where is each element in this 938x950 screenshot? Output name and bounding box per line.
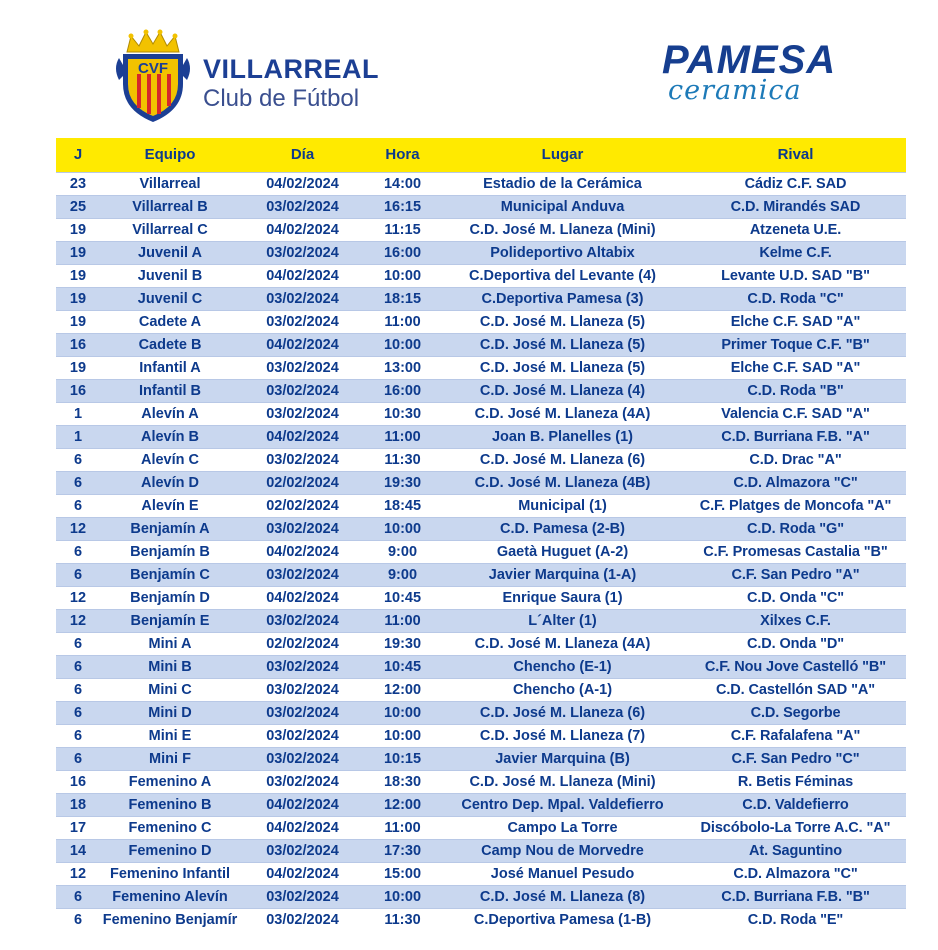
header-j: J: [73, 146, 83, 164]
cell-rival: Cádiz C.F. SAD: [744, 175, 847, 192]
cell-j: 6: [73, 750, 83, 767]
header-equipo: Equipo: [144, 146, 196, 164]
cell-dia: 04/02/2024: [266, 796, 339, 813]
cell-lugar: Javier Marquina (B): [495, 750, 630, 767]
cell-dia: 02/02/2024: [266, 497, 339, 514]
page-header: [0, 0, 938, 138]
cell-hora: 11:00: [384, 428, 421, 445]
table-row: [56, 563, 906, 586]
cell-lugar: C.D. José M. Llaneza (4A): [474, 405, 651, 422]
table-row: [56, 908, 906, 931]
cell-hora: 12:00: [383, 681, 422, 698]
cell-j: 19: [69, 313, 87, 330]
cell-j: 16: [69, 336, 87, 353]
cell-dia: 03/02/2024: [266, 244, 339, 261]
cell-hora: 19:30: [383, 474, 422, 491]
cell-lugar: C.D. José M. Llaneza (Mini): [469, 773, 656, 790]
cell-dia: 03/02/2024: [266, 313, 339, 330]
cell-lugar: Gaetà Huguet (A-2): [496, 543, 629, 560]
cell-dia: 03/02/2024: [266, 704, 339, 721]
cell-rival: At. Saguntino: [749, 842, 842, 859]
cell-j: 6: [73, 658, 83, 675]
cell-lugar: C.D. José M. Llaneza (5): [479, 336, 646, 353]
cell-equipo: Mini D: [148, 704, 192, 721]
cell-j: 19: [69, 359, 87, 376]
cell-dia: 03/02/2024: [266, 451, 339, 468]
cell-rival: C.F. San Pedro "A": [731, 566, 860, 583]
cell-hora: 11:00: [384, 819, 421, 836]
cell-lugar: Polideportivo Altabix: [490, 244, 635, 261]
cell-dia: 02/02/2024: [266, 474, 339, 491]
cell-equipo: Cadete B: [138, 336, 202, 353]
cell-j: 6: [73, 681, 83, 698]
cell-hora: 10:00: [383, 336, 422, 353]
cell-equipo: Alevín C: [140, 451, 199, 468]
cell-dia: 03/02/2024: [266, 198, 339, 215]
table-row: [56, 655, 906, 678]
cell-hora: 11:30: [384, 451, 421, 468]
cell-equipo: Infantil A: [139, 359, 201, 376]
cell-equipo: Benjamín D: [130, 589, 210, 606]
cell-lugar: Estadio de la Cerámica: [483, 175, 642, 192]
cell-hora: 10:00: [383, 704, 422, 721]
cell-equipo: Mini A: [148, 635, 192, 652]
cell-dia: 03/02/2024: [266, 681, 339, 698]
cell-rival: C.D. Roda "B": [747, 382, 844, 399]
table-row: [56, 793, 906, 816]
cell-rival: C.F. Platges de Moncofa "A": [699, 497, 892, 514]
cell-hora: 16:00: [383, 244, 422, 261]
cell-rival: Kelme C.F.: [759, 244, 832, 261]
cell-hora: 11:30: [384, 911, 421, 928]
cell-rival: R. Betis Féminas: [737, 773, 854, 790]
cell-lugar: Chencho (E-1): [513, 658, 612, 675]
cell-j: 6: [73, 727, 83, 744]
cell-rival: C.D. Roda "C": [747, 290, 844, 307]
cell-j: 12: [69, 612, 87, 629]
cell-j: 6: [73, 543, 83, 560]
cell-dia: 03/02/2024: [266, 750, 339, 767]
cell-hora: 10:45: [383, 589, 422, 606]
cell-equipo: Alevín D: [140, 474, 199, 491]
table-row: [56, 586, 906, 609]
cell-j: 6: [73, 451, 83, 468]
cell-j: 25: [69, 198, 87, 215]
cell-dia: 04/02/2024: [266, 428, 339, 445]
sponsor-logo-wordmark: PAMESA: [662, 38, 837, 82]
cell-dia: 04/02/2024: [266, 589, 339, 606]
table-row: [56, 356, 906, 379]
cell-lugar: C.Deportiva Pamesa (1-B): [473, 911, 652, 928]
cell-rival: Xilxes C.F.: [760, 612, 831, 629]
cell-dia: 04/02/2024: [266, 819, 339, 836]
cell-dia: 03/02/2024: [266, 566, 339, 583]
cell-hora: 10:00: [383, 267, 422, 284]
cell-j: 12: [69, 589, 87, 606]
cell-equipo: Alevín A: [141, 405, 199, 422]
cell-j: 17: [69, 819, 87, 836]
club-name: VILLARREAL: [203, 54, 379, 84]
cell-equipo: Femenino B: [128, 796, 212, 813]
cell-j: 18: [69, 796, 87, 813]
cell-lugar: Joan B. Planelles (1): [491, 428, 634, 445]
cell-rival: C.D. Segorbe: [750, 704, 841, 721]
cell-rival: C.D. Castellón SAD "A": [716, 681, 875, 698]
cell-dia: 02/02/2024: [266, 635, 339, 652]
cell-lugar: C.D. Pamesa (2-B): [500, 520, 625, 537]
cell-rival: C.F. San Pedro "C": [731, 750, 860, 767]
cell-rival: C.F. Promesas Castalia "B": [703, 543, 888, 560]
cell-hora: 10:00: [383, 888, 422, 905]
header-lugar: Lugar: [541, 146, 584, 164]
cell-rival: C.D. Mirandés SAD: [730, 198, 861, 215]
cell-equipo: Femenino Benjamír: [102, 911, 238, 928]
cell-lugar: Javier Marquina (1-A): [488, 566, 637, 583]
cell-rival: C.D. Onda "C": [746, 589, 845, 606]
cell-equipo: Benjamín E: [130, 612, 210, 629]
cell-hora: 10:15: [383, 750, 422, 767]
table-row: [56, 540, 906, 563]
cell-equipo: Juvenil C: [137, 290, 203, 307]
cell-j: 19: [69, 290, 87, 307]
cell-lugar: C.D. José M. Llaneza (6): [479, 704, 646, 721]
cell-j: 14: [69, 842, 87, 859]
table-row: [56, 448, 906, 471]
cell-j: 12: [69, 520, 87, 537]
table-row: [56, 839, 906, 862]
cell-j: 6: [73, 474, 83, 491]
header-hora: Hora: [385, 146, 420, 164]
table-row: [56, 264, 906, 287]
cell-lugar: C.D. José M. Llaneza (4A): [474, 635, 651, 652]
cell-hora: 10:30: [383, 405, 422, 422]
cell-j: 6: [73, 566, 83, 583]
cell-dia: 03/02/2024: [266, 290, 339, 307]
cell-rival: C.D. Valdefierro: [742, 796, 849, 813]
table-row: [56, 333, 906, 356]
cell-dia: 03/02/2024: [266, 382, 339, 399]
cell-j: 12: [69, 865, 87, 882]
table-row: [56, 885, 906, 908]
table-row: [56, 287, 906, 310]
cell-lugar: C.D. José M. Llaneza (Mini): [469, 221, 656, 238]
cell-equipo: Femenino D: [128, 842, 212, 859]
cell-dia: 03/02/2024: [266, 359, 339, 376]
cell-hora: 18:45: [383, 497, 422, 514]
cell-equipo: Villarreal: [139, 175, 201, 192]
header-rival: Rival: [777, 146, 814, 164]
table-row: [56, 724, 906, 747]
cell-hora: 17:30: [383, 842, 422, 859]
cell-rival: Discóbolo-La Torre A.C. "A": [700, 819, 891, 836]
cell-equipo: Villarreal C: [132, 221, 208, 238]
cell-equipo: Mini E: [148, 727, 192, 744]
cell-equipo: Alevín B: [140, 428, 199, 445]
cell-lugar: C.D. José M. Llaneza (7): [479, 727, 646, 744]
club-subtitle: Club de Fútbol: [203, 85, 360, 112]
table-row: [56, 609, 906, 632]
table-row: [56, 494, 906, 517]
cell-lugar: Camp Nou de Morvedre: [481, 842, 644, 859]
cell-dia: 04/02/2024: [266, 865, 339, 882]
cell-lugar: Enrique Saura (1): [502, 589, 623, 606]
cell-equipo: Mini C: [148, 681, 192, 698]
cell-j: 19: [69, 267, 87, 284]
table-row: [56, 425, 906, 448]
cell-dia: 03/02/2024: [266, 405, 339, 422]
cell-lugar: Municipal Anduva: [500, 198, 625, 215]
cell-lugar: C.D. José M. Llaneza (5): [479, 313, 646, 330]
cell-equipo: Benjamín B: [130, 543, 210, 560]
cell-dia: 03/02/2024: [266, 842, 339, 859]
table-row: [56, 770, 906, 793]
cell-rival: C.D. Almazora "C": [733, 474, 858, 491]
table-row: [56, 218, 906, 241]
cell-hora: 13:00: [383, 359, 422, 376]
cell-rival: Levante U.D. SAD "B": [721, 267, 870, 284]
header-dia: Día: [290, 146, 315, 164]
table-row: [56, 678, 906, 701]
cell-lugar: C.Deportiva Pamesa (3): [481, 290, 644, 307]
cell-equipo: Benjamín A: [130, 520, 210, 537]
cell-lugar: L´Alter (1): [528, 612, 597, 629]
cell-rival: Elche C.F. SAD "A": [730, 313, 861, 330]
cell-hora: 10:00: [383, 520, 422, 537]
cell-hora: 11:15: [384, 221, 421, 238]
cell-j: 16: [69, 773, 87, 790]
cell-dia: 03/02/2024: [266, 658, 339, 675]
cell-hora: 18:30: [383, 773, 422, 790]
fixtures-table: [56, 138, 906, 931]
table-row: [56, 471, 906, 494]
cell-equipo: Femenino A: [128, 773, 212, 790]
cell-equipo: Juvenil B: [137, 267, 203, 284]
table-row: [56, 816, 906, 839]
villarreal-crest-icon: [113, 28, 193, 124]
table-row: [56, 310, 906, 333]
cell-equipo: Villarreal B: [132, 198, 208, 215]
cell-dia: 04/02/2024: [266, 336, 339, 353]
cell-lugar: C.D. José M. Llaneza (6): [479, 451, 646, 468]
cell-j: 1: [73, 428, 83, 445]
cell-dia: 03/02/2024: [266, 727, 339, 744]
cell-hora: 19:30: [383, 635, 422, 652]
cell-equipo: Cadete A: [138, 313, 202, 330]
cell-rival: Atzeneta U.E.: [749, 221, 842, 238]
cell-equipo: Femenino Infantil: [109, 865, 231, 882]
cell-hora: 16:00: [383, 382, 422, 399]
cell-hora: 10:45: [383, 658, 422, 675]
cell-rival: C.D. Burriana F.B. "A": [721, 428, 870, 445]
cell-hora: 10:00: [383, 727, 422, 744]
cell-hora: 9:00: [387, 543, 418, 560]
cell-j: 6: [73, 704, 83, 721]
cell-lugar: C.D. José M. Llaneza (5): [479, 359, 646, 376]
cell-equipo: Benjamín C: [130, 566, 210, 583]
table-header-row: [56, 138, 906, 172]
cell-hora: 15:00: [383, 865, 422, 882]
cell-dia: 03/02/2024: [266, 612, 339, 629]
cell-j: 19: [69, 221, 87, 238]
sponsor-logo-script: ceramica: [668, 75, 802, 106]
table-row: [56, 862, 906, 885]
cell-equipo: Juvenil A: [138, 244, 202, 261]
cell-rival: C.D. Drac "A": [749, 451, 842, 468]
cell-lugar: José Manuel Pesudo: [490, 865, 635, 882]
cell-j: 6: [73, 635, 83, 652]
cell-hora: 11:00: [384, 612, 421, 629]
cell-j: 6: [73, 497, 83, 514]
crest-letters: CVF: [138, 60, 168, 77]
table-row: [56, 379, 906, 402]
cell-equipo: Femenino Alevín: [112, 888, 228, 905]
cell-rival: C.D. Almazora "C": [733, 865, 858, 882]
cell-lugar: Chencho (A-1): [512, 681, 613, 698]
cell-dia: 03/02/2024: [266, 911, 339, 928]
cell-rival: Primer Toque C.F. "B": [721, 336, 870, 353]
cell-hora: 14:00: [383, 175, 422, 192]
cell-dia: 04/02/2024: [266, 267, 339, 284]
cell-hora: 18:15: [383, 290, 422, 307]
cell-rival: C.F. Nou Jove Castelló "B": [704, 658, 887, 675]
table-row: [56, 241, 906, 264]
cell-equipo: Infantil B: [138, 382, 202, 399]
cell-rival: C.F. Rafalafena "A": [730, 727, 861, 744]
cell-j: 23: [69, 175, 87, 192]
cell-hora: 16:15: [383, 198, 422, 215]
cell-rival: Valencia C.F. SAD "A": [721, 405, 870, 422]
cell-dia: 03/02/2024: [266, 773, 339, 790]
cell-lugar: Centro Dep. Mpal. Valdefierro: [461, 796, 664, 813]
table-row: [56, 747, 906, 770]
cell-dia: 04/02/2024: [266, 543, 339, 560]
cell-dia: 03/02/2024: [266, 888, 339, 905]
table-row: [56, 402, 906, 425]
cell-lugar: C.Deportiva del Levante (4): [469, 267, 656, 284]
cell-rival: C.D. Roda "E": [747, 911, 844, 928]
cell-equipo: Mini B: [148, 658, 192, 675]
cell-hora: 9:00: [387, 566, 418, 583]
cell-rival: C.D. Roda "G": [746, 520, 845, 537]
cell-dia: 04/02/2024: [266, 221, 339, 238]
cell-j: 6: [73, 888, 83, 905]
cell-hora: 11:00: [384, 313, 421, 330]
cell-lugar: C.D. José M. Llaneza (4B): [474, 474, 651, 491]
cell-dia: 03/02/2024: [266, 520, 339, 537]
cell-rival: C.D. Onda "D": [746, 635, 845, 652]
cell-equipo: Femenino C: [128, 819, 212, 836]
cell-lugar: C.D. José M. Llaneza (8): [479, 888, 646, 905]
table-row: [56, 517, 906, 540]
cell-j: 19: [69, 244, 87, 261]
cell-lugar: C.D. José M. Llaneza (4): [479, 382, 646, 399]
cell-rival: Elche C.F. SAD "A": [730, 359, 861, 376]
cell-hora: 12:00: [383, 796, 422, 813]
table-row: [56, 632, 906, 655]
cell-j: 6: [73, 911, 83, 928]
cell-j: 1: [73, 405, 83, 422]
table-row: [56, 195, 906, 218]
cell-equipo: Alevín E: [141, 497, 199, 514]
cell-lugar: Campo La Torre: [507, 819, 618, 836]
cell-equipo: Mini F: [149, 750, 191, 767]
cell-j: 16: [69, 382, 87, 399]
cell-dia: 04/02/2024: [266, 175, 339, 192]
cell-lugar: Municipal (1): [518, 497, 607, 514]
table-row: [56, 701, 906, 724]
table-row: [56, 172, 906, 195]
cell-rival: C.D. Burriana F.B. "B": [721, 888, 870, 905]
